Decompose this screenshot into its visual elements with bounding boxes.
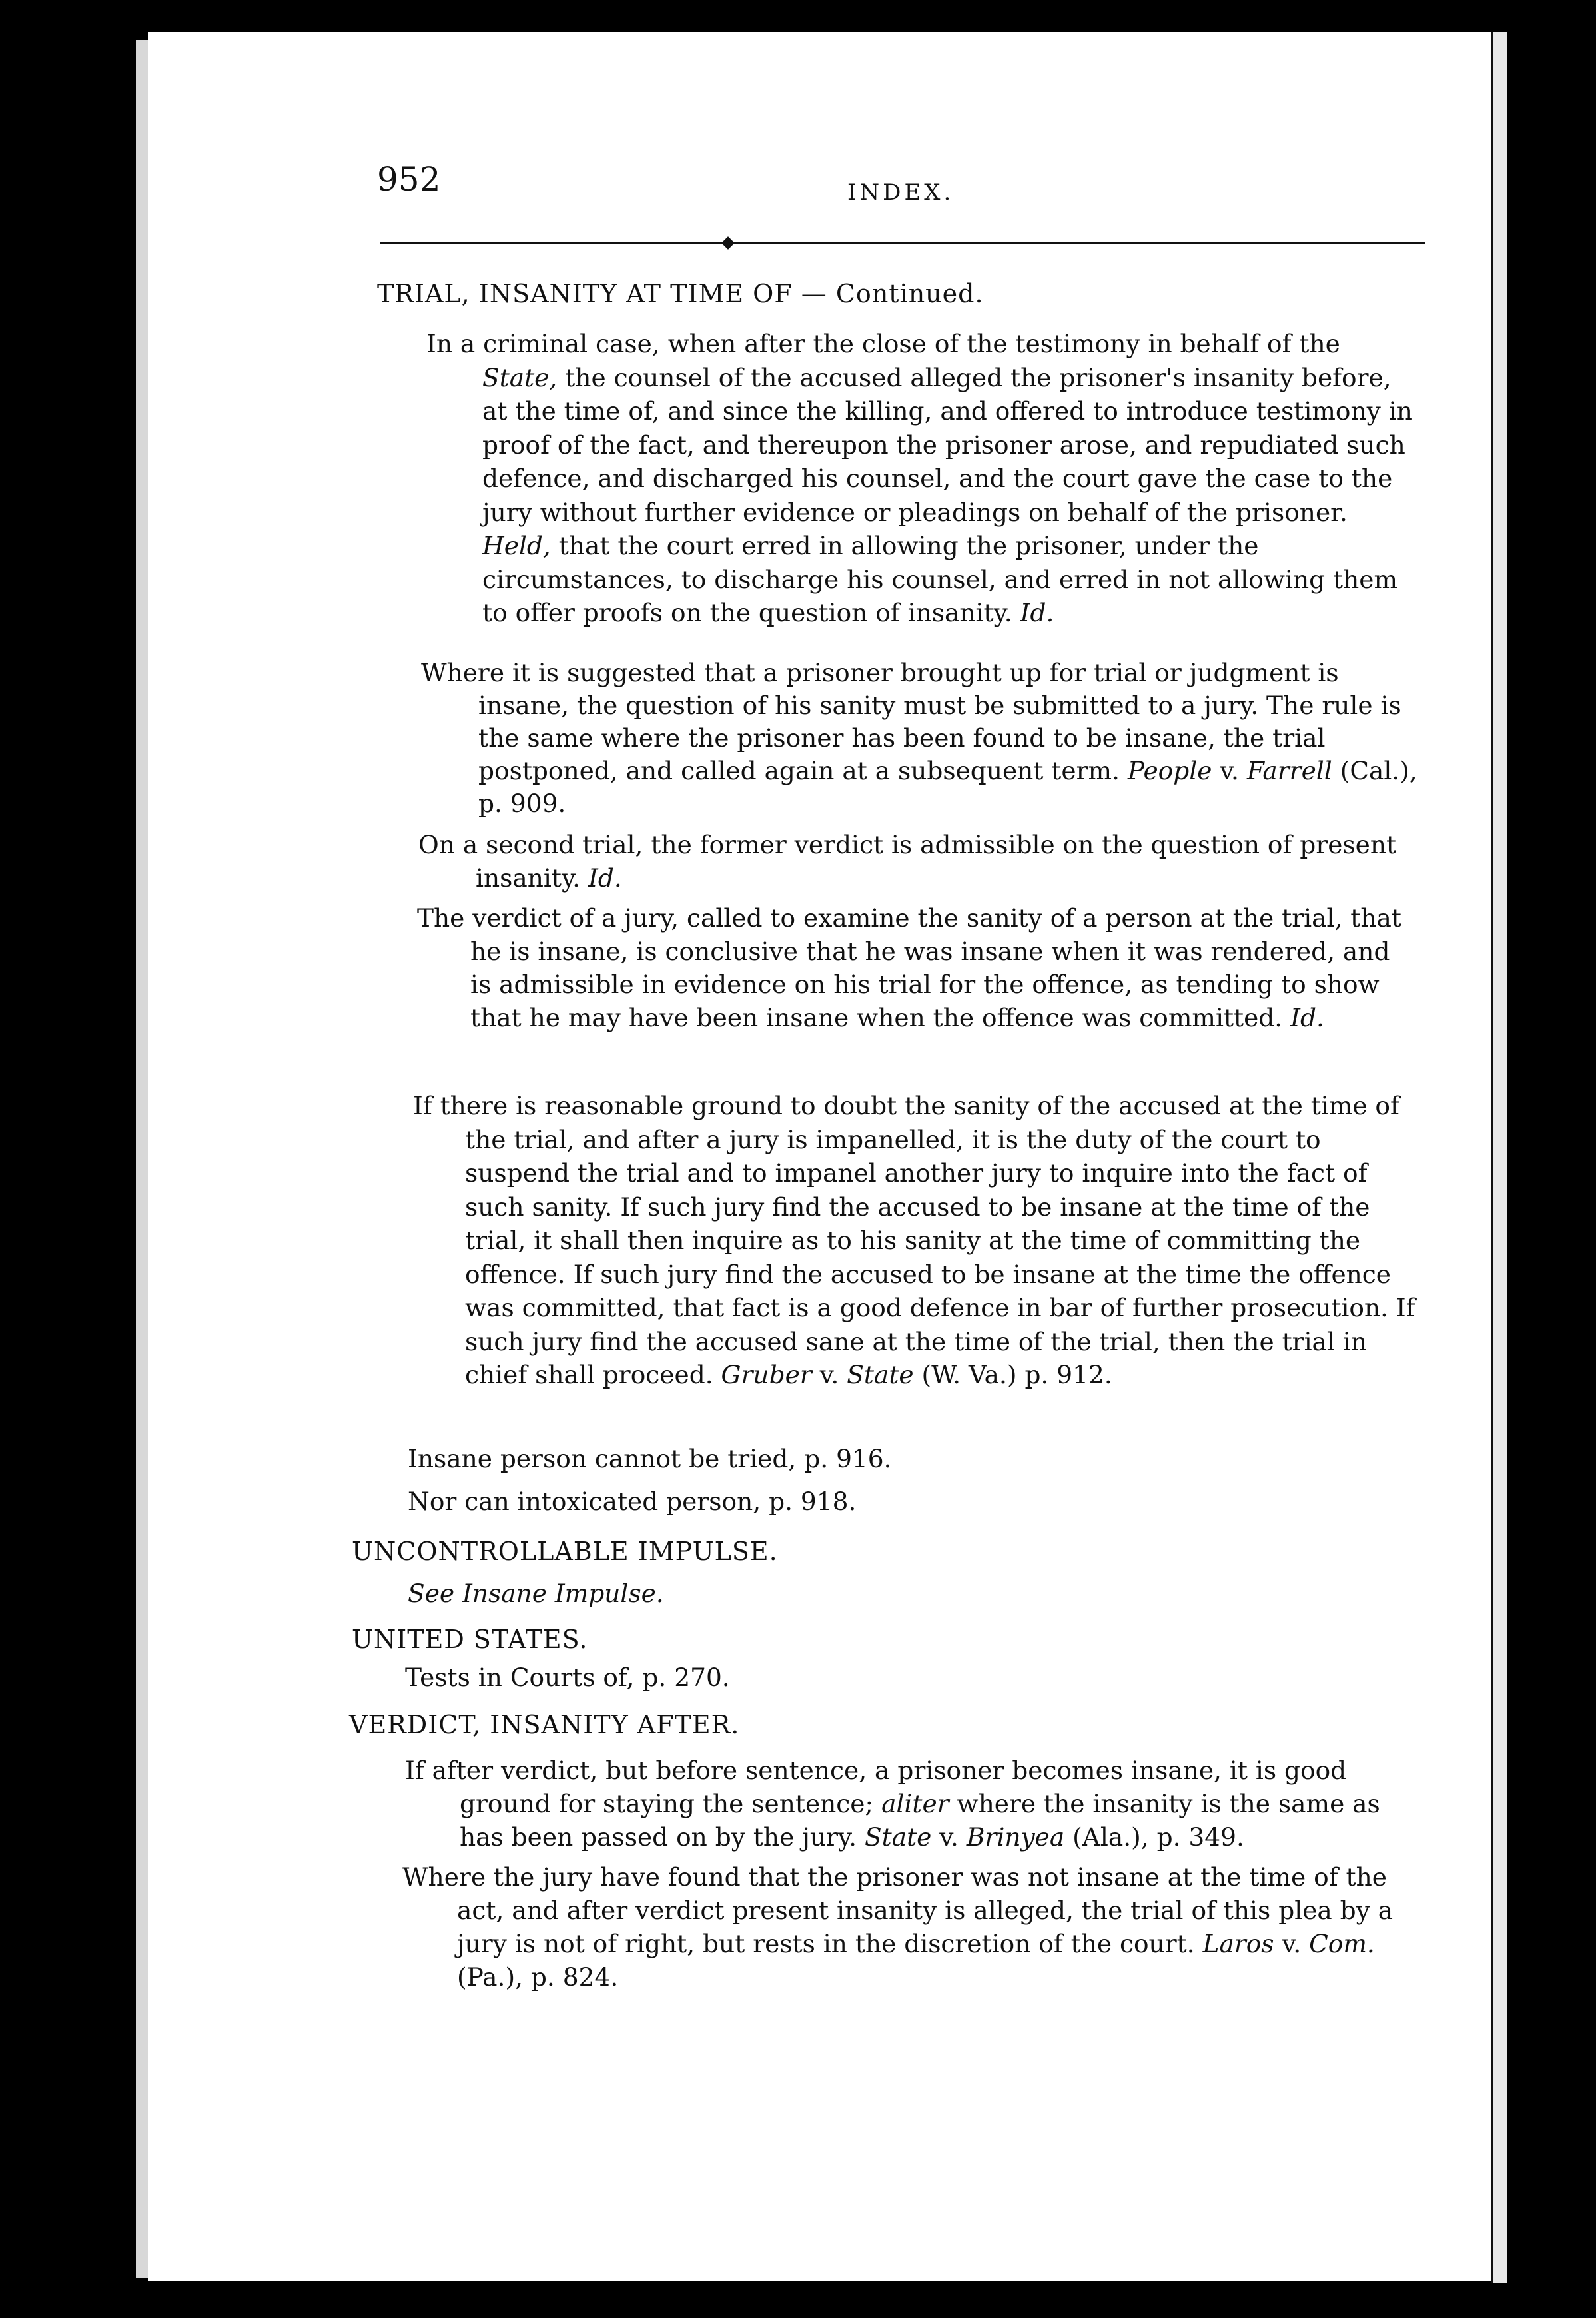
entry-line: such jury find the accused sane at the time of the trial, then the trial in [465, 1326, 1367, 1356]
entry-line: act, and after verdict present insanity is alleged, the trial of this plea by a [457, 1896, 1394, 1925]
entry-line: has been passed on by the jury. State v. Brinyea (Ala.), p. 349. [460, 1822, 1244, 1852]
index-entry: Nor can intoxicated person, p. 918. [408, 1487, 857, 1516]
entry-line: If there is reasonable ground to doubt the sanity of the accused at the time of [413, 1091, 1399, 1120]
entry-line: trial, it shall then inquire as to his sanity at the time of committing the [465, 1226, 1361, 1255]
entry-line: suspend the trial and to impanel another jury to inquire into the fact of [465, 1158, 1368, 1188]
entry-line: jury is not of right, but rests in the discretion of the court. Laros v. Com. [457, 1929, 1375, 1958]
entry-line: jury without further evidence or pleadings on behalf of the prisoner. [482, 497, 1348, 527]
entry-line: In a criminal case, when after the close of the testimony in behalf of the [426, 329, 1340, 358]
entry-line: defence, and discharged his counsel, and the court gave the case to the [482, 464, 1393, 493]
header-rule [380, 242, 1425, 244]
entry-line: On a second trial, the former verdict is admissible on the question of present [418, 830, 1397, 859]
page-right-edge [1491, 32, 1507, 2283]
entry-line: was committed, that fact is a good defence in bar of further prosecution. If [465, 1293, 1415, 1322]
entry-line: insane, the question of his sanity must be submitted to a jury. The rule is [478, 691, 1401, 720]
entry-line: State, the counsel of the accused alleged the prisoner's insanity before, [482, 362, 1392, 392]
running-head: INDEX. [847, 179, 955, 206]
section-heading: UNCONTROLLABLE IMPULSE. [352, 1537, 778, 1566]
section-heading: UNITED STATES. [352, 1625, 588, 1654]
index-entry: Insane person cannot be tried, p. 916. [408, 1444, 892, 1473]
entry-line: proof of the fact, and thereupon the prisoner arose, and repudiated such [482, 430, 1405, 460]
index-entry [408, 1581, 664, 1607]
entry-line: (Pa.), p. 824. [457, 1962, 619, 1992]
section-heading-text: TRIAL, INSANITY AT TIME OF — Continued. [377, 279, 984, 308]
section-heading [377, 281, 984, 306]
entry-line: such sanity. If such jury find the accused to be insane at the time of the [465, 1192, 1370, 1222]
entry-line: Held, that the court erred in allowing the prisoner, under the [482, 531, 1259, 560]
entry-line: chief shall proceed. Gruber v. State (W. Va.) p. 912. [465, 1360, 1112, 1389]
entry-line: p. 909. [478, 789, 566, 818]
entry-line: Where the jury have found that the prisoner was not insane at the time of the [402, 1862, 1387, 1892]
entry-line: If after verdict, but before sentence, a prisoner becomes insane, it is good [405, 1756, 1347, 1785]
page-number: 952 [377, 160, 441, 198]
entry-line: Where it is suggested that a prisoner brought up for trial or judgment is [421, 658, 1339, 687]
entry-line: that he may have been insane when the offence was committed. Id. [470, 1003, 1324, 1032]
entry-line: is admissible in evidence on his trial for the offence, as tending to show [470, 970, 1380, 999]
entry-line: to offer proofs on the question of insanity. Id. [482, 598, 1054, 627]
entry-line: the same where the prisoner has been found to be insane, the trial [478, 723, 1326, 753]
entry-line: ground for staying the sentence; aliter where the insanity is the same as [460, 1789, 1380, 1818]
cross-reference: See Insane Impulse. [408, 1579, 664, 1608]
entry-line: circumstances, to discharge his counsel, and erred in not allowing them [482, 564, 1398, 594]
index-entry: Tests in Courts of, p. 270. [405, 1663, 730, 1692]
section-heading: VERDICT, INSANITY AFTER. [349, 1710, 740, 1739]
entry-line: the trial, and after a jury is impanelled, it is the duty of the court to [465, 1124, 1321, 1154]
entry-line: insanity. Id. [476, 863, 622, 893]
entry-line: he is insane, is conclusive that he was insane when it was rendered, and [470, 937, 1390, 966]
entry-line: The verdict of a jury, called to examine the sanity of a person at the trial, that [417, 903, 1401, 933]
entry-line: postponed, and called again at a subsequent term. People v. Farrell (Cal.), [478, 756, 1417, 785]
entry-line: at the time of, and since the killing, and offered to introduce testimony in [482, 396, 1413, 426]
entry-line: offence. If such jury find the accused to be insane at the time the offence [465, 1259, 1391, 1289]
